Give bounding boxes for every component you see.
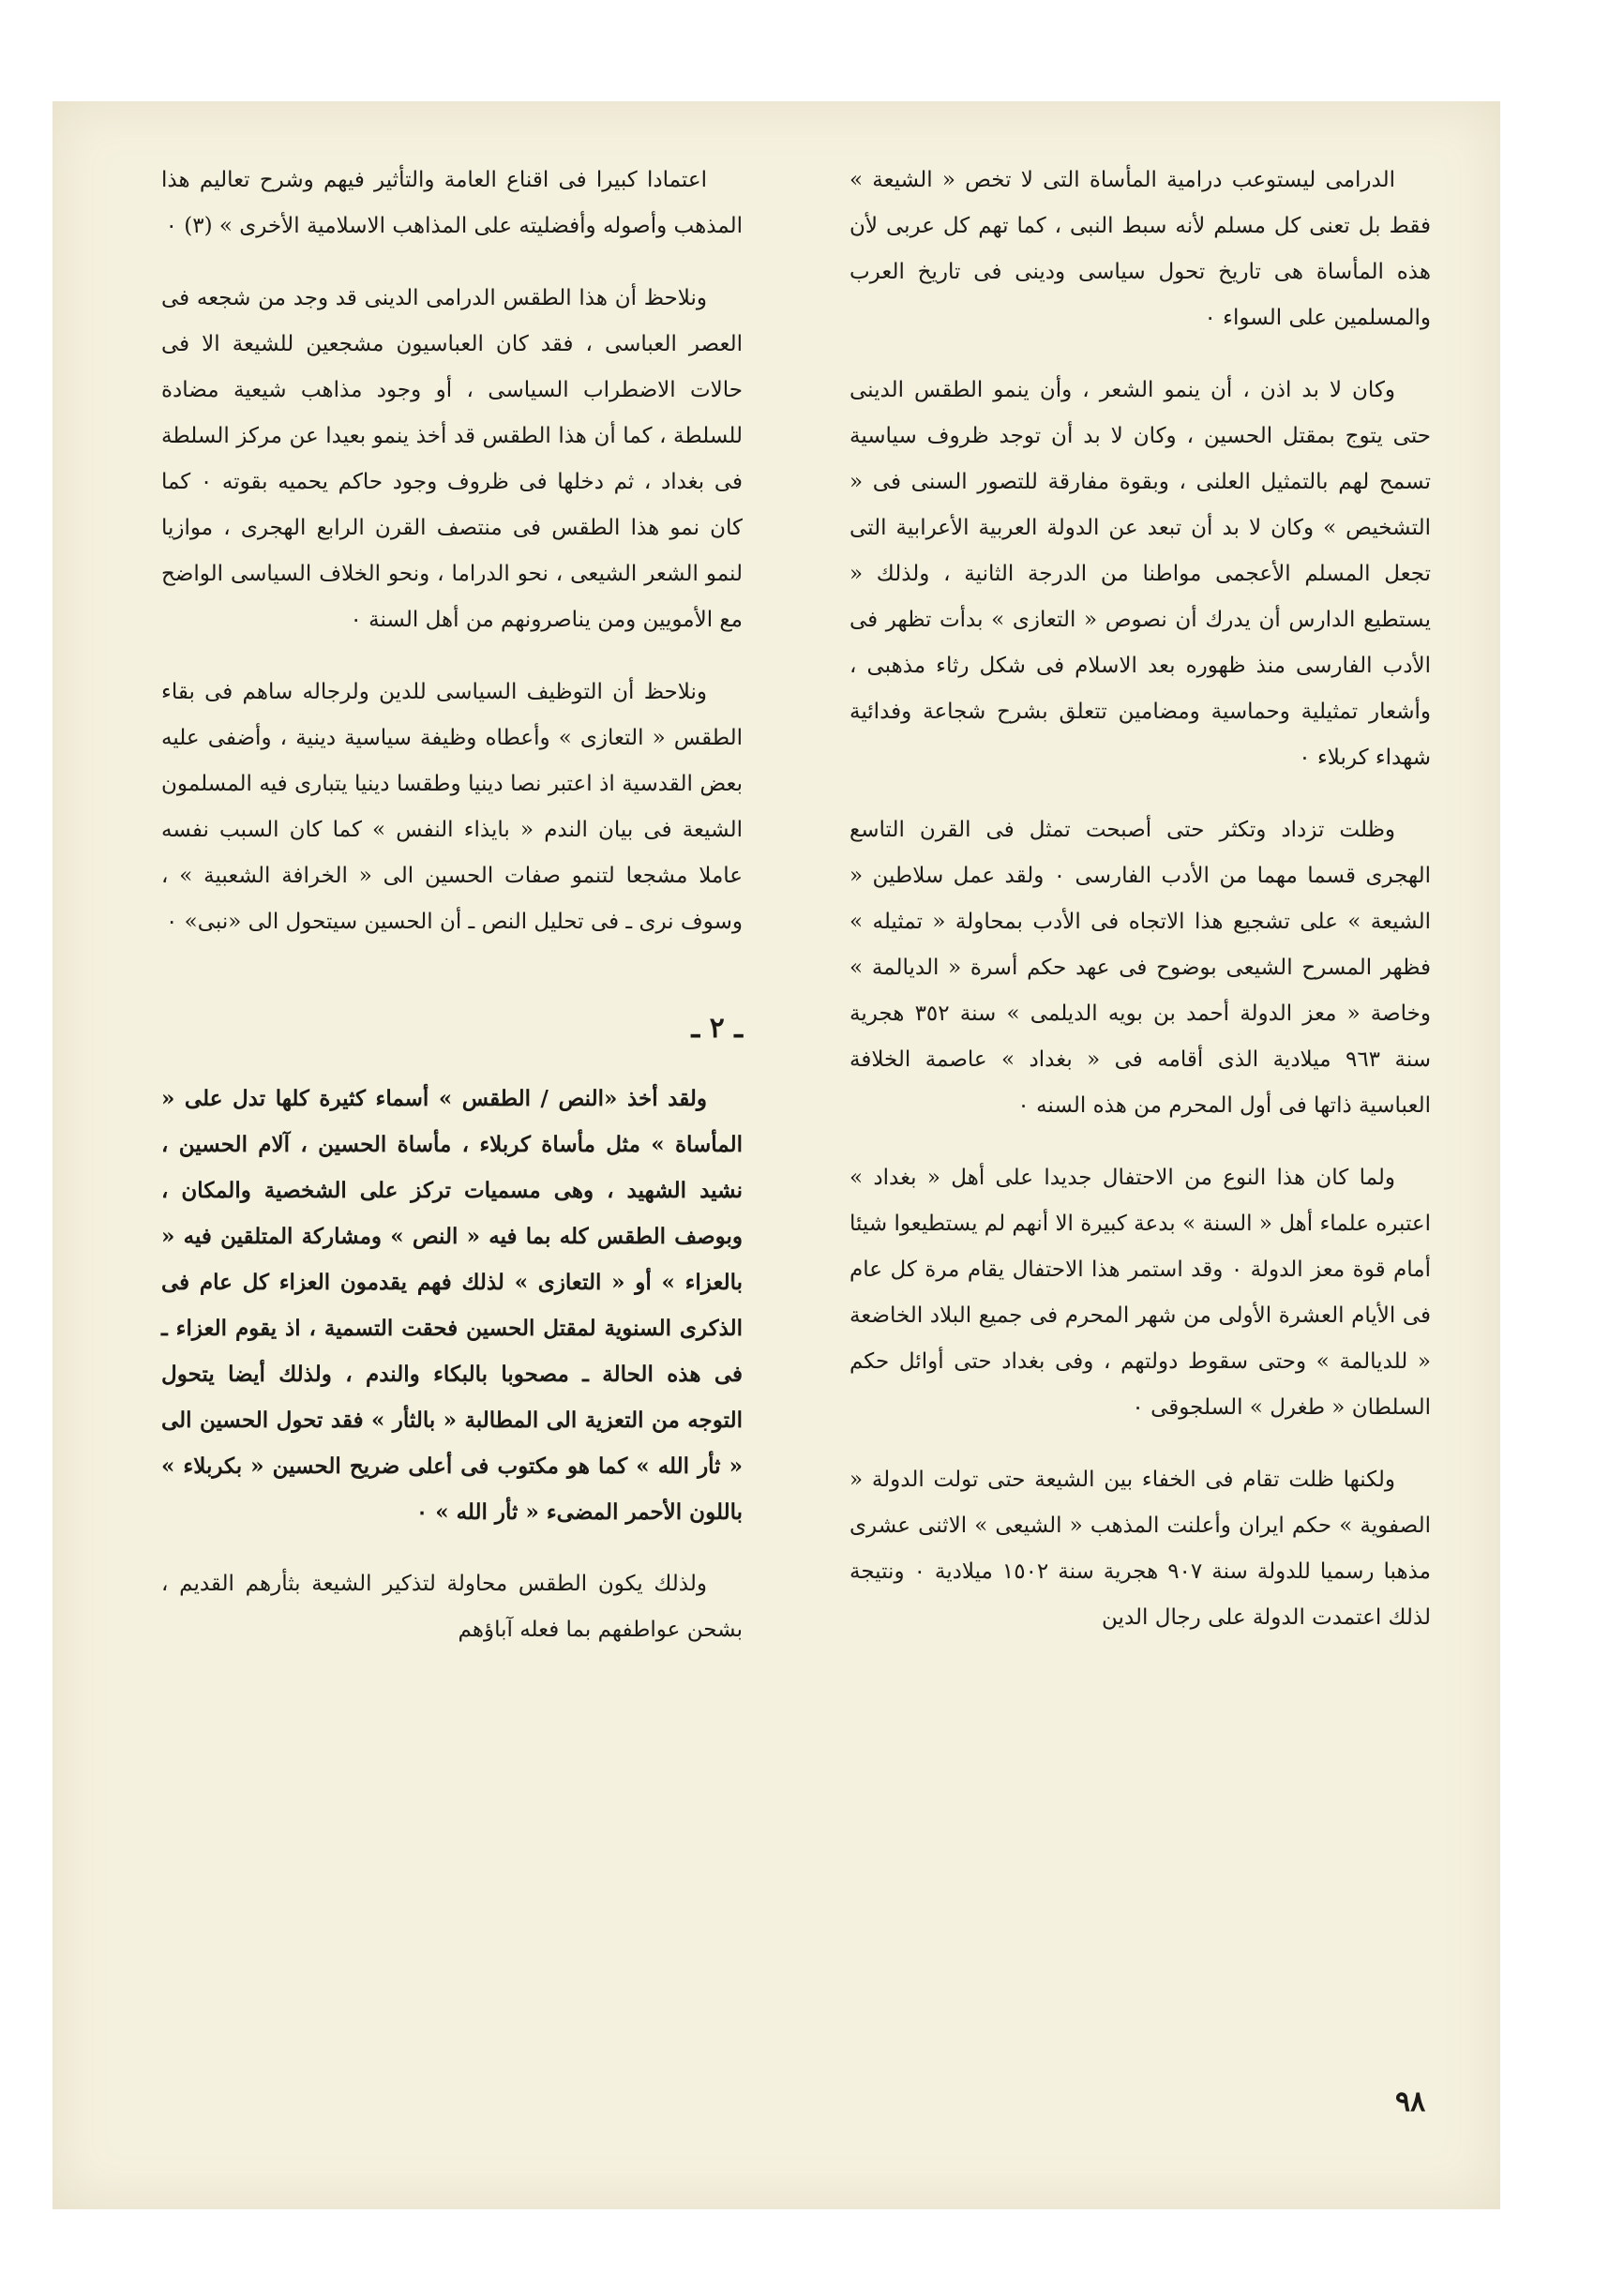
paragraph: ولقد أخذ «النص / الطقس » أسماء كثيرة كلها تدل على « المأساة » مثل مأساة كربلاء ، مأساة الحسين ، آلام الحسين ، نشيد الشهيد ، وهى مسميات تركز على الشخصية والمكان ، وبوصف الطقس كله بما فيه « النص » ومشاركة المتلقين فيه « بالعزاء » أو « التعازى » لذلك فهم يقدمون العزاء كل عام فى الذكرى السنوية لمقتل الحسين فحقت التسمية ، اذ يقوم العزاء ـ فى هذه الحالة ـ مصحوبا بالبكاء والندم ، ولذلك أيضا يتحول التوجه من التعزية الى المطالبة « بالثأر » فقد تحول الحسين الى « ثأر الله » كما هو مكتوب فى أعلى ضريح الحسين « بكربلاء » باللون الأحمر المضىء « ثأر الله » ٠: [161, 1086, 743, 1525]
paragraph: الدرامى ليستوعب درامية المأساة التى لا تخص « الشيعة » فقط بل تعنى كل مسلم لأنه سبط النبى ، كما تهم كل عربى لأن هذه المأساة هى تاريخ تحول سياسى ودينى فى تاريخ العرب والمسلمين على السواء ٠: [850, 168, 1431, 330]
book-page: [53, 101, 1500, 2209]
paragraph: ولذلك يكون الطقس محاولة لتذكير الشيعة بثأرهم القديم ، بشحن عواطفهم بما فعله آباؤهم: [161, 1572, 743, 1642]
paragraph: ولكنها ظلت تقام فى الخفاء بين الشيعة حتى تولت الدولة « الصفوية » حكم ايران وأعلنت المذهب « الشيعى » الاثنى عشرى مذهبا رسميا للدولة سنة ٩٠٧ هجرية سنة ١٥٠٢ ميلادية ٠ ونتيجة لذلك اعتمدت الدولة على رجال الدين: [850, 1468, 1431, 1630]
paragraph: ونلاحظ أن هذا الطقس الدرامى الدينى قد وجد من شجعه فى العصر العباسى ، فقد كان العباسيون مشجعين للشيعة الا فى حالات الاضطراب السياسى ، أو وجود مذاهب شيعية مضادة للسلطة ، كما أن هذا الطقس قد أخذ ينمو بعيدا عن مركز السلطة فى بغداد ، ثم دخلها فى ظروف وجود حاكم يحميه بقوته ٠ كما كان نمو هذا الطقس فى منتصف القرن الرابع الهجرى ، موازيا لنمو الشعر الشيعى ، نحو الدراما ، ونحو الخلاف السياسى الواضح مع الأمويين ومن يناصرونهم من أهل السنة ٠: [161, 286, 743, 632]
paragraph: وكان لا بد اذن ، أن ينمو الشعر ، وأن ينمو الطقس الدينى حتى يتوج بمقتل الحسين ، وكان لا بد أن توجد ظروف سياسية تسمح لهم بالتمثيل العلنى ، وبقوة مفارقة للتصور السنى فى « التشخيص » وكان لا بد أن تبعد عن الدولة العربية الأعرابية التى تجعل المسلم الأعجمى مواطنا من الدرجة الثانية ، ولذلك « يستطيع الدارس أن يدرك أن نصوص « التعازى » بدأت تظهر فى الأدب الفارسى منذ ظهوره بعد الاسلام فى شكل رثاء مذهبى ، وأشعار تمثيلية وحماسية ومضامين تتعلق بشرح شجاعة وفدائية شهداء كربلاء ٠: [850, 378, 1431, 770]
page-number: ٩٨: [1395, 2086, 1426, 2118]
paragraph: ونلاحظ أن التوظيف السياسى للدين ولرجاله ساهم فى بقاء الطقس « التعازى » وأعطاه وظيفة سياسية دينية ، وأضفى عليه بعض القدسية اذ اعتبر نصا دينيا وطقسا دينيا يتبارى فيه المسلمون الشيعة فى بيان الندم « بايذاء النفس » كما كان السبب نفسه عاملا مشجعا لتنمو صفات الحسين الى « الخرافة الشعبية » ، وسوف نرى ـ فى تحليل النص ـ أن الحسين سيتحول الى «نبى» ٠: [161, 680, 743, 934]
paragraph: وظلت تزداد وتكثر حتى أصبحت تمثل فى القرن التاسع الهجرى قسما مهما من الأدب الفارسى ٠ ولقد عمل سلاطين « الشيعة » على تشجيع هذا الاتجاه فى الأدب بمحاولة « تمثيله » فظهر المسرح الشيعى بوضوح فى عهد حكم أسرة « الديالمة » وخاصة « معز الدولة أحمد بن بويه الديلمى » سنة ٣٥٢ هجرية سنة ٩٦٣ ميلادية الذى أقامه فى « بغداد » عاصمة الخلافة العباسية ذاتها فى أول المحرم من هذه السنه ٠: [850, 818, 1431, 1118]
right-text-column: [850, 158, 1431, 1667]
section-number: ـ ٢ ـ: [691, 1012, 743, 1045]
paragraph: اعتمادا كبيرا فى اقناع العامة والتأثير فيهم وشرح تعاليم هذا المذهب وأصوله وأفضليته على المذاهب الاسلامية الأخرى » (٣) ٠: [161, 168, 743, 238]
left-text-column: [161, 158, 743, 1679]
paragraph: ولما كان هذا النوع من الاحتفال جديدا على أهل « بغداد » اعتبره علماء أهل « السنة » بدعة كبيرة الا أنهم لم يستطيعوا شيئا أمام قوة معز الدولة ٠ وقد استمر هذا الاحتفال يقام مرة كل عام فى الأيام العشرة الأولى من شهر المحرم فى جميع البلاد الخاضعة « للديالمة » وحتى سقوط دولتهم ، وفى بغداد حتى أوائل حكم السلطان « طغرل » السلجوقى ٠: [849, 1166, 1431, 1420]
